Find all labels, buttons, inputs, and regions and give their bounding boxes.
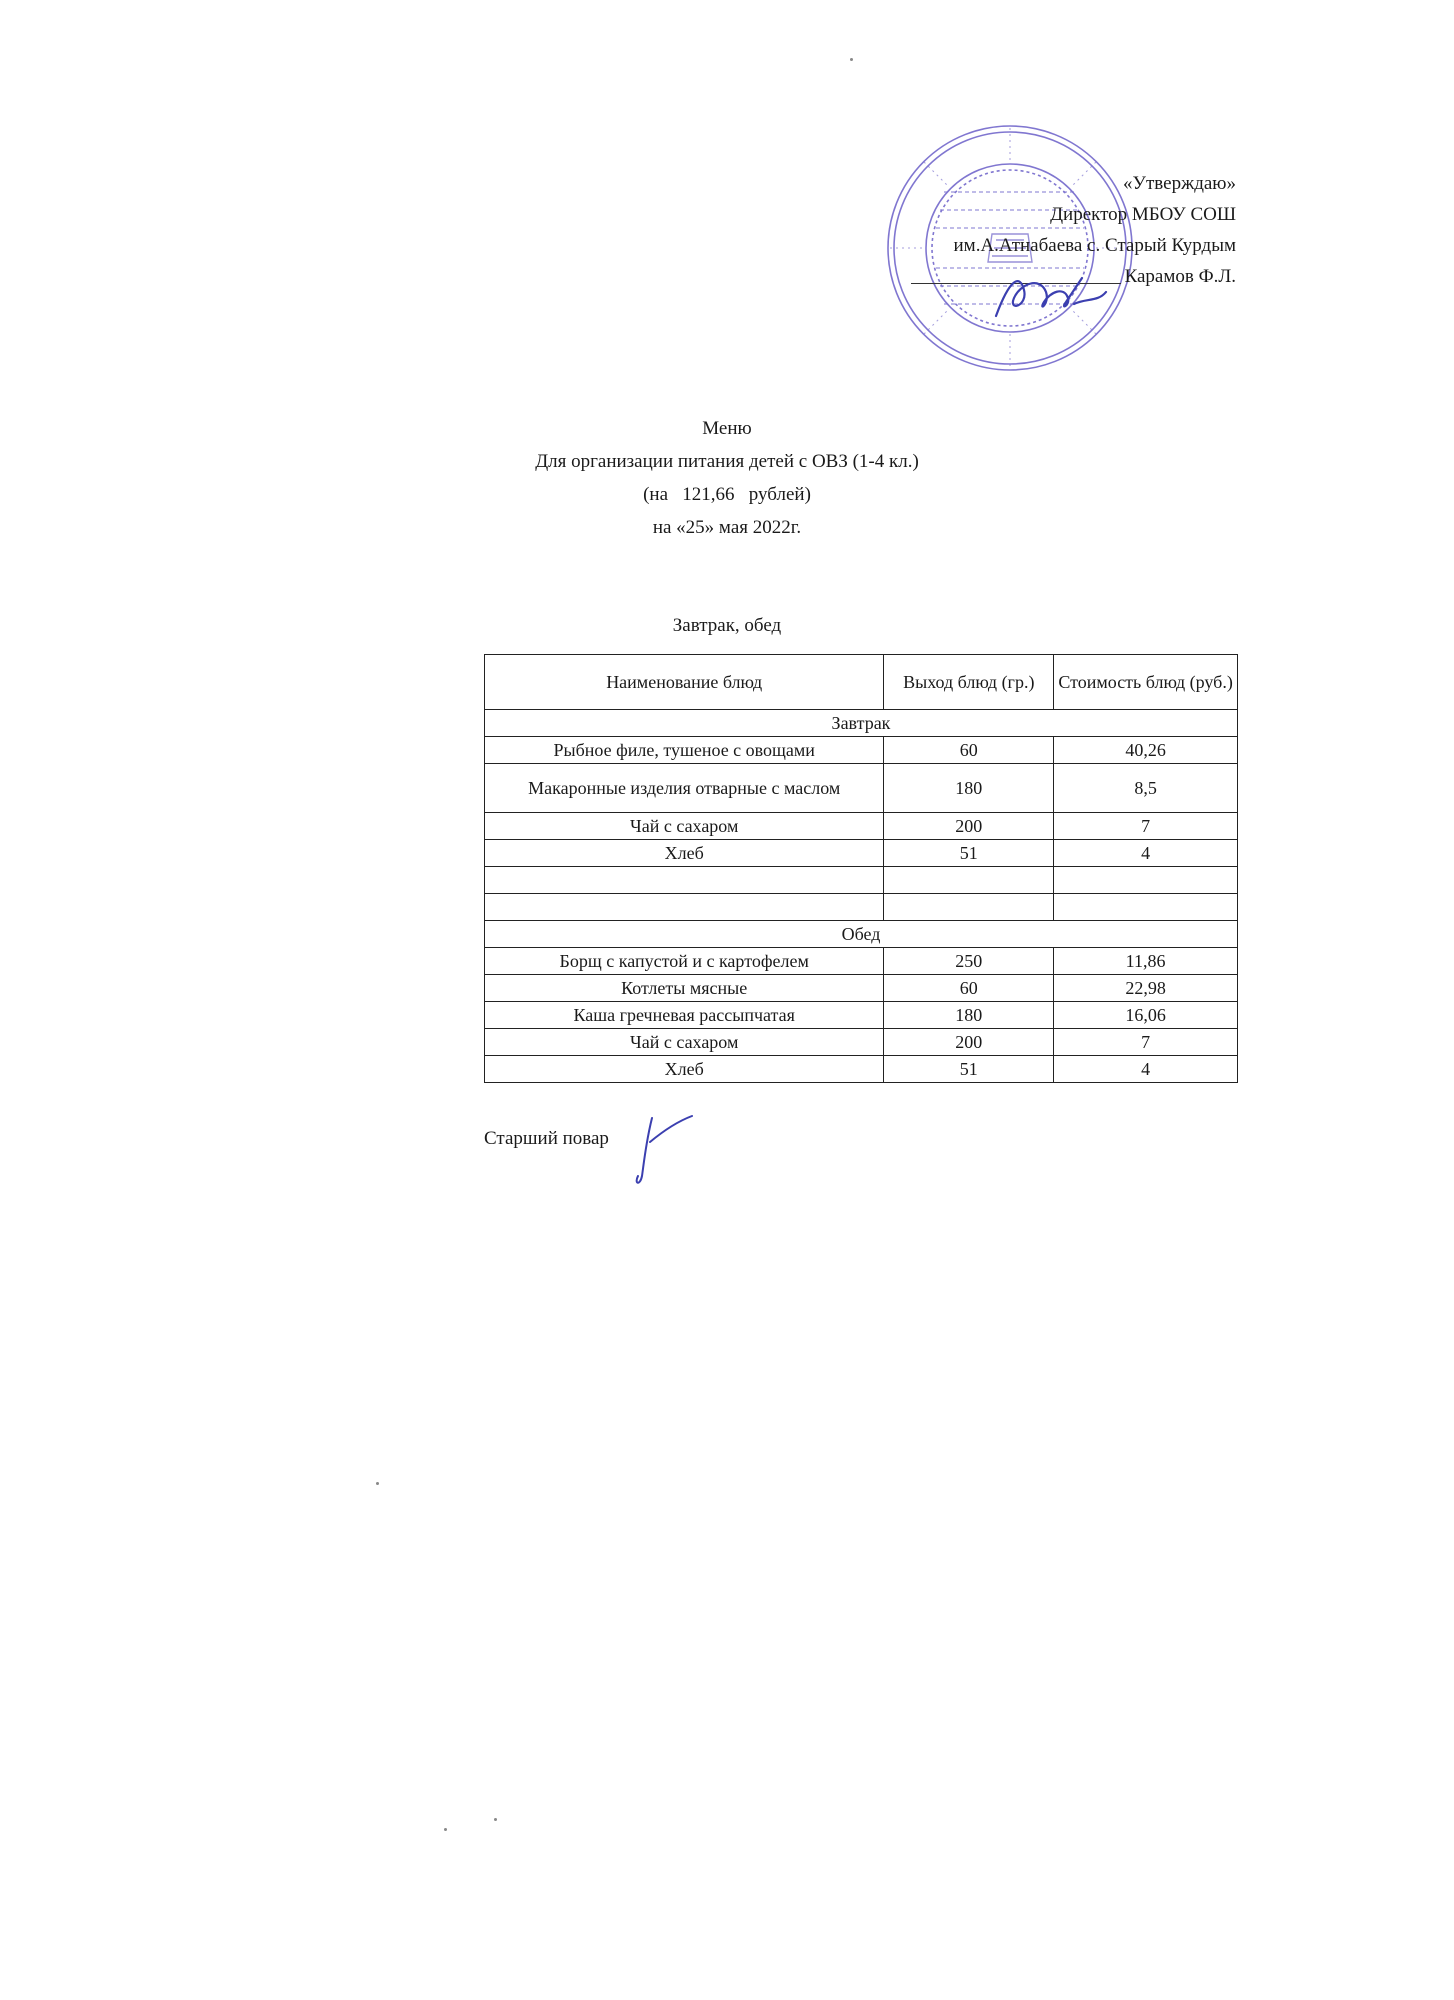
- table-row: [485, 975, 1238, 1002]
- director-signature: [990, 268, 1110, 328]
- scan-speck: [494, 1818, 497, 1821]
- cook-signature: [632, 1112, 702, 1192]
- dish-weight: 51: [884, 1056, 1054, 1083]
- dish-weight: 200: [884, 813, 1054, 840]
- dish-name: Котлеты мясные: [485, 975, 884, 1002]
- cook-signature-label: Старший повар: [484, 1128, 609, 1149]
- table-row: [485, 948, 1238, 975]
- dish-cost: 16,06: [1054, 1002, 1238, 1029]
- approval-name: Карамов Ф.Л.: [1124, 266, 1236, 287]
- menu-title-block: [0, 412, 1454, 544]
- table-row-empty: [485, 867, 1238, 894]
- table-row: [485, 1029, 1238, 1056]
- dish-name: Каша гречневая рассыпчатая: [485, 1002, 884, 1029]
- dish-weight: 60: [884, 975, 1054, 1002]
- lunch-label: Обед: [485, 921, 1238, 948]
- dish-cost: 7: [1054, 1029, 1238, 1056]
- breakfast-label: Завтрак: [485, 710, 1238, 737]
- dish-weight: 180: [884, 1002, 1054, 1029]
- column-header-dish: Наименование блюд: [485, 655, 884, 710]
- table-row-empty: [485, 894, 1238, 921]
- dish-cost: [1054, 867, 1238, 894]
- menu-table: [484, 654, 1238, 1083]
- table-row: [485, 813, 1238, 840]
- dish-cost: 11,86: [1054, 948, 1238, 975]
- dish-weight: 60: [884, 737, 1054, 764]
- dish-name: Хлеб: [485, 840, 884, 867]
- menu-subtitle: Для организации питания детей с ОВЗ (1-4 кл.): [535, 451, 919, 472]
- table-header-row: [485, 655, 1238, 710]
- dish-weight: [884, 894, 1054, 921]
- dish-cost: 4: [1054, 840, 1238, 867]
- scan-speck: [444, 1828, 447, 1831]
- dish-weight: 180: [884, 764, 1054, 813]
- dish-weight: 250: [884, 948, 1054, 975]
- approval-position: Директор МБОУ СОШ: [1050, 204, 1236, 225]
- lunch-section-row: [485, 921, 1238, 948]
- table-row: [485, 1002, 1238, 1029]
- dish-name: Чай с сахаром: [485, 813, 884, 840]
- breakfast-section-row: [485, 710, 1238, 737]
- dish-weight: 51: [884, 840, 1054, 867]
- table-row: [485, 764, 1238, 813]
- meal-section-title: Завтрак, обед: [672, 615, 782, 636]
- dish-name: [485, 894, 884, 921]
- dish-weight: 200: [884, 1029, 1054, 1056]
- dish-cost: 7: [1054, 813, 1238, 840]
- dish-name: Макаронные изделия отварные с маслом: [485, 764, 884, 813]
- scan-speck: [376, 1482, 379, 1485]
- dish-name: Рыбное филе, тушеное с овощами: [485, 737, 884, 764]
- dish-cost: 22,98: [1054, 975, 1238, 1002]
- menu-title: Меню: [702, 418, 752, 439]
- column-header-cost: Стоимость блюд (руб.): [1054, 655, 1238, 710]
- menu-date: на «25» мая 2022г.: [652, 517, 802, 538]
- menu-cost: (на 121,66 рублей): [643, 484, 811, 505]
- dish-cost: 8,5: [1054, 764, 1238, 813]
- approval-heading: «Утверждаю»: [1123, 173, 1236, 194]
- scan-speck: [850, 58, 853, 61]
- table-row: [485, 840, 1238, 867]
- dish-name: Борщ с капустой и с картофелем: [485, 948, 884, 975]
- table-row: [485, 1056, 1238, 1083]
- column-header-weight: Выход блюд (гр.): [884, 655, 1054, 710]
- dish-cost: 40,26: [1054, 737, 1238, 764]
- dish-name: Хлеб: [485, 1056, 884, 1083]
- dish-name: [485, 867, 884, 894]
- dish-cost: [1054, 894, 1238, 921]
- approval-school: им.А.Атнабаева с. Старый Курдым: [953, 235, 1236, 256]
- table-row: [485, 737, 1238, 764]
- dish-cost: 4: [1054, 1056, 1238, 1083]
- dish-name: Чай с сахаром: [485, 1029, 884, 1056]
- dish-weight: [884, 867, 1054, 894]
